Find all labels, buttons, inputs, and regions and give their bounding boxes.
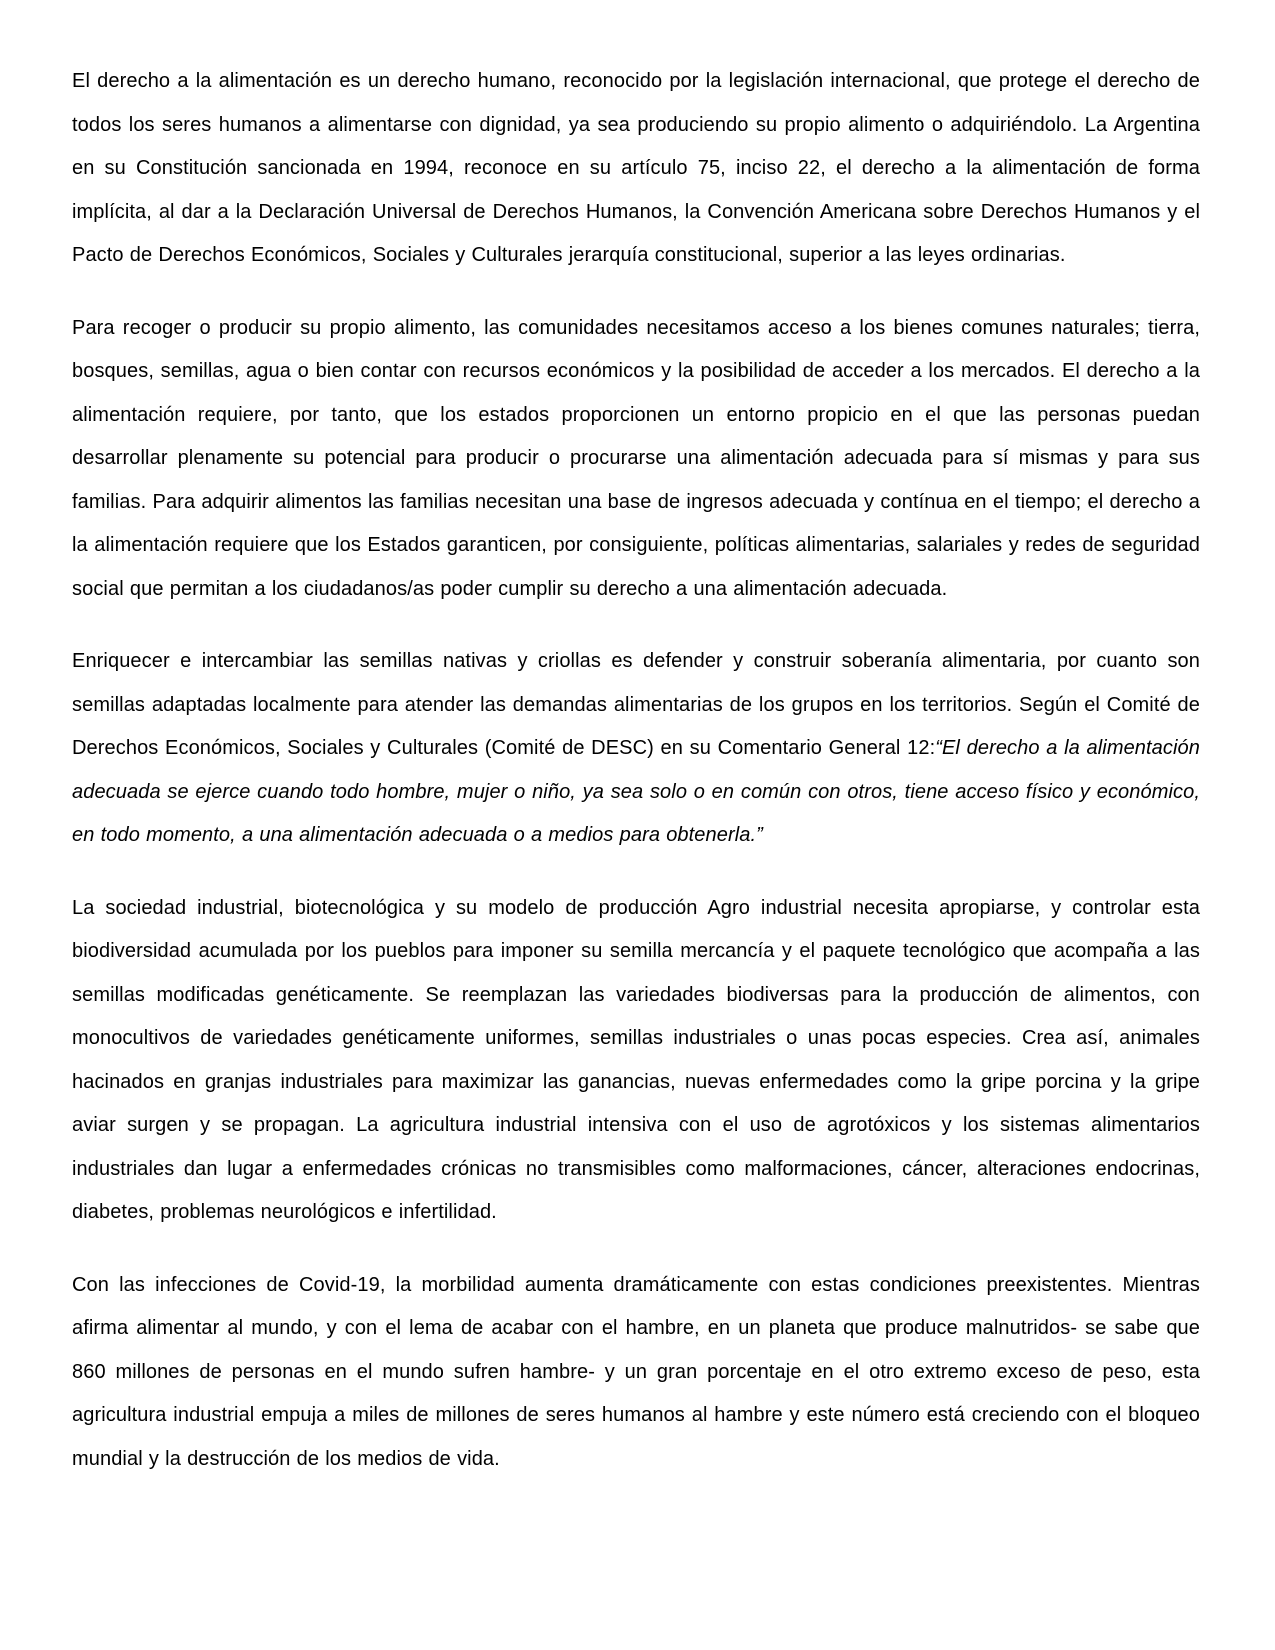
paragraph-seeds-sovereignty-quote: “El derecho a la alimentación adecuada se ejerce cuando todo hombre, mujer o niño, ya sea solo o en común con otros, tiene acceso físico y económico, en todo momento, a una alimentación adecuada o a medios para obtenerla.” (72, 737, 1200, 846)
paragraph-covid-morbidity: Con las infecciones de Covid-19, la morbilidad aumenta dramáticamente con estas condiciones preexistentes. Mientras afirma alimentar al mundo, y con el lema de acabar con el hambre, en un planeta que produce malnutridos- se sabe que 860 millones de personas en el mundo sufren hambre- y un gran porcentaje en el otro extremo exceso de peso, esta agricultura industrial empuja a miles de millones de seres humanos al hambre y este número está creciendo con el bloqueo mundial y la destrucción de los medios de vida. (72, 1273, 1200, 1470)
paragraph-seeds-sovereignty-lead: Enriquecer e intercambiar las semillas nativas y criollas es defender y construir soberanía alimentaria, por cuanto son semillas adaptadas localmente para atender las demandas alimentarias de los grupos en los territorios. Según el Comité de Derechos Económicos, Sociales y Culturales (Comité de DESC) en su Comentario General 12: (72, 650, 1200, 759)
paragraph-seeds-sovereignty (72, 640, 1200, 858)
paragraph-industrial-society: La sociedad industrial, biotecnológica y su modelo de producción Agro industrial necesita apropiarse, y controlar esta biodiversidad acumulada por los pueblos para imponer su semilla mercancía y el paquete tecnológico que acompaña a las semillas modificadas genéticamente. Se reemplazan las variedades biodiversas para la producción de alimentos, con monocultivos de variedades genéticamente uniformes, semillas industriales o unas pocas especies. Crea así, animales hacinados en granjas industriales para maximizar las ganancias, nuevas enfermedades como la gripe porcina y la gripe aviar surgen y se propagan. La agricultura industrial intensiva con el uso de agrotóxicos y los sistemas alimentarios industriales dan lugar a enfermedades crónicas no transmisibles como malformaciones, cáncer, alteraciones endocrinas, diabetes, problemas neurológicos e infertilidad. (72, 896, 1200, 1223)
paragraph-right-to-food: El derecho a la alimentación es un derecho humano, reconocido por la legislación internacional, que protege el derecho de todos los seres humanos a alimentarse con dignidad, ya sea produciendo su propio alimento o adquiriéndolo. La Argentina en su Constitución sancionada en 1994, reconoce en su artículo 75, inciso 22, el derecho a la alimentación de forma implícita, al dar a la Declaración Universal de Derechos Humanos, la Convención Americana sobre Derechos Humanos y el Pacto de Derechos Económicos, Sociales y Culturales jerarquía constitucional, superior a las leyes ordinarias. (72, 70, 1200, 266)
paragraph-access-to-commons: Para recoger o producir su propio alimento, las comunidades necesitamos acceso a los bienes comunes naturales; tierra, bosques, semillas, agua o bien contar con recursos económicos y la posibilidad de acceder a los mercados. El derecho a la alimentación requiere, por tanto, que los estados proporcionen un entorno propicio en el que las personas puedan desarrollar plenamente su potencial para producir o procurarse una alimentación adecuada para sí mismas y para sus familias. Para adquirir alimentos las familias necesitan una base de ingresos adecuada y contínua en el tiempo; el derecho a la alimentación requiere que los Estados garanticen, por consiguiente, políticas alimentarias, salariales y redes de seguridad social que permitan a los ciudadanos/as poder cumplir su derecho a una alimentación adecuada. (72, 316, 1200, 600)
